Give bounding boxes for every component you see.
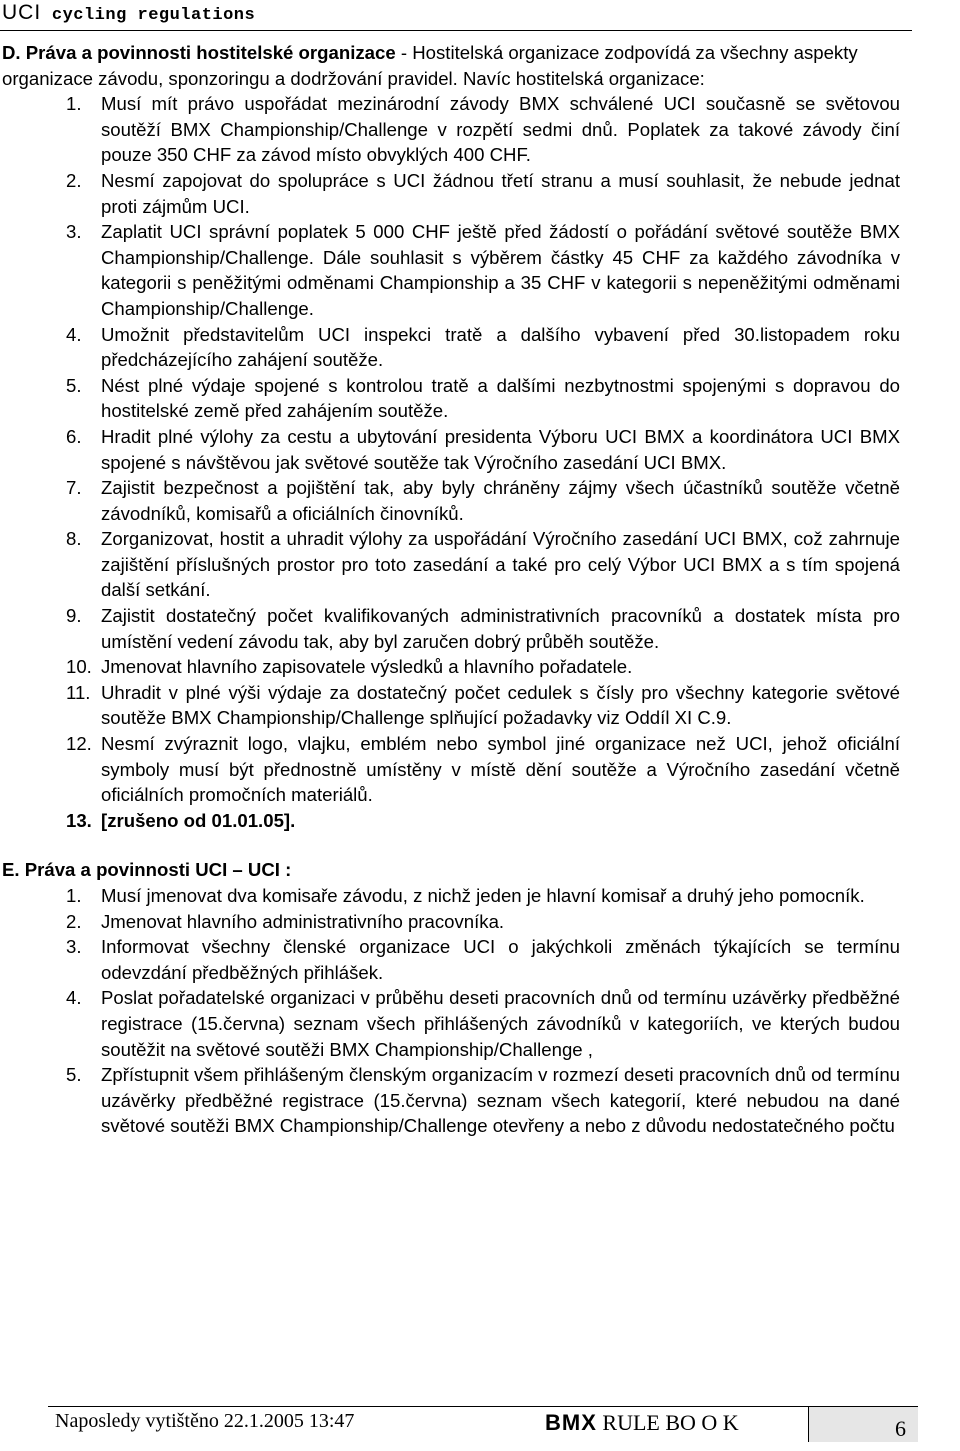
- footer-book-title: [545, 1410, 739, 1436]
- header-title: cycling regulations: [51, 6, 256, 25]
- item-number: 7.: [66, 477, 82, 499]
- item-text: Poslat pořadatelské organizaci v průběhu deseti pracovních dnů od termínu uzávěrky předběžné registrace (15.června) seznam všech přihlášených závodníků v kategoriích, ve kterých budou soutěžit na světové soutěži BMX Championship/Challenge ,: [101, 987, 900, 1060]
- item-number: 1.: [66, 93, 82, 115]
- item-text: Hradit plné výlohy za cestu a ubytování presidenta Výboru UCI BMX a koordinátora UCI BMX spojené s návštěvou jak světové soutěže tak Výročního zasedání UCI BMX.: [101, 425, 900, 473]
- item-number: 11.: [66, 681, 91, 703]
- item-number: 4.: [66, 323, 82, 345]
- page-number: 6: [808, 1406, 918, 1442]
- section-d-intro: [0, 40, 900, 91]
- item-text: Uhradit v plné výši výdaje za dostatečný počet cedulek s čísly pro všechny kategorie světové soutěže BMX Championship/Challenge splňující požadavky viz Oddíl XI C.9.: [101, 681, 900, 729]
- list-item: [0, 985, 900, 1062]
- item-text: Informovat všechny členské organizace UCI o jakýchkoli změnách týkajících se termínu odevzdání předběžných přihlášek.: [101, 936, 900, 983]
- item-number: 4.: [66, 987, 82, 1009]
- list-item: [0, 1062, 900, 1139]
- list-item: [0, 373, 900, 424]
- list-item: [0, 603, 900, 654]
- list-item: [0, 91, 900, 168]
- item-number: 6.: [66, 425, 82, 447]
- section-e-list: [0, 883, 900, 1139]
- item-text: Nesmí zvýraznit logo, vlajku, emblém nebo symbol jiné organizace než UCI, jehož oficiální symboly musí být přednostně umístěny v místě dění soutěže a Výročního zasedání včetně oficiálních promočních materiálů.: [101, 733, 900, 806]
- section-d-list: [0, 91, 900, 833]
- item-number: 5.: [66, 1064, 82, 1086]
- item-text: Jmenovat hlavního administrativního pracovníka.: [101, 910, 505, 932]
- list-item: [0, 475, 900, 526]
- item-number: 8.: [66, 528, 82, 550]
- section-d-intro-text: - Hostitelská organizace zodpovídá za všechny aspekty organizace závodu, sponzoringu a dodržování pravidel. Navíc hostitelská organizace:: [2, 42, 858, 89]
- list-item: [0, 168, 900, 219]
- item-number: 2.: [66, 910, 82, 932]
- running-header: [0, 0, 912, 31]
- list-item: [0, 526, 900, 603]
- list-item: [0, 654, 900, 680]
- list-item: [0, 680, 900, 731]
- page-footer: [0, 1406, 960, 1441]
- list-item: [0, 322, 900, 373]
- footer-print-date: Naposledy vytištěno 22.1.2005 13:47: [55, 1410, 355, 1432]
- section-e-heading: E. Práva a povinnosti UCI – UCI :: [2, 859, 292, 881]
- item-number: 2.: [66, 169, 82, 191]
- item-number: 9.: [66, 605, 82, 627]
- item-text: Jmenovat hlavního zapisovatele výsledků a hlavního pořadatele.: [101, 656, 633, 678]
- list-item: [0, 424, 900, 475]
- document-body: [0, 40, 900, 1139]
- item-text: Zajistit bezpečnost a pojištění tak, aby byly chráněny zájmy všech účastníků soutěže včetně závodníků, komisařů a oficiálních činovníků.: [101, 477, 900, 524]
- list-item: [0, 731, 900, 808]
- list-item: [0, 219, 900, 321]
- item-number: 3.: [66, 221, 82, 243]
- footer-book-name: RULE BO O K: [596, 1410, 739, 1435]
- item-text: Zajistit dostatečný počet kvalifikovaných administrativních pracovníků a dostatek místa pro umístění vedení závodu tak, aby byl zaručen dobrý průběh soutěže.: [101, 605, 900, 652]
- item-number: 10.: [66, 656, 92, 678]
- list-item: [0, 909, 900, 935]
- item-text: Umožnit představitelům UCI inspekci tratě a dalšího vybavení před 30.listopadem roku předcházejícího zahájení soutěže.: [101, 323, 900, 371]
- item-text: Musí mít právo uspořádat mezinárodní závody BMX schválené UCI současně se světovou soutěží BMX Championship/Challenge v rozpětí sedmi dnů. Poplatek za takové závody činí pouze 350 CHF za závod místo obvyklých 400 CHF.: [101, 93, 900, 166]
- footer-book-brand: BMX: [545, 1410, 597, 1435]
- item-text: Musí jmenovat dva komisaře závodu, z nichž jeden je hlavní komisař a druhý jeho pomocník.: [101, 885, 865, 906]
- item-number: 3.: [66, 936, 82, 958]
- item-text: Zpřístupnit všem přihlášeným členským organizacím v rozmezí deseti pracovních dnů od termínu uzávěrky předběžné registrace (15.června) seznam všech kategorií, které nebudou na dané světové soutěži BMX Championship/Challenge otevřeny a nebo z důvodu nedostatečného počtu: [101, 1064, 900, 1137]
- section-d-heading: D. Práva a povinnosti hostitelské organizace: [2, 42, 396, 63]
- item-text: Zaplatit UCI správní poplatek 5 000 CHF ještě před žádostí o pořádání světové soutěže BMX Championship/Challenge. Dále souhlasit s výběrem částky 45 CHF za každého závodníka v kategorii s peněžitými odměnami Championship a 35 CHF v kategorii s nepeněžitými odměnami Championship/Challenge.: [101, 221, 900, 319]
- header-prefix: UCI: [2, 1, 42, 24]
- item-number: 5.: [66, 374, 82, 396]
- list-item: [0, 883, 900, 909]
- list-item: [0, 934, 900, 985]
- list-item: [0, 808, 900, 834]
- item-number: 13.: [66, 809, 92, 831]
- item-text: Nesmí zapojovat do spolupráce s UCI žádnou třetí stranu a musí souhlasit, že nebude jednat proti zájmům UCI.: [101, 169, 900, 217]
- item-number: 1.: [66, 885, 82, 906]
- item-text: Nést plné výdaje spojené s kontrolou tratě a dalšími nezbytnostmi spojenými s dopravou do hostitelské země před zahájením soutěže.: [101, 374, 900, 422]
- item-text: [zrušeno od 01.01.05].: [101, 809, 296, 831]
- footer-divider: [48, 1406, 908, 1407]
- item-number: 12.: [66, 733, 92, 755]
- item-text: Zorganizovat, hostit a uhradit výlohy za uspořádání Výročního zasedání UCI BMX, což zahrnuje zajištění příslušných prostor pro toto zasedání a také pro celý Výbor UCI BMX a s tím spojená další setkání.: [101, 528, 900, 601]
